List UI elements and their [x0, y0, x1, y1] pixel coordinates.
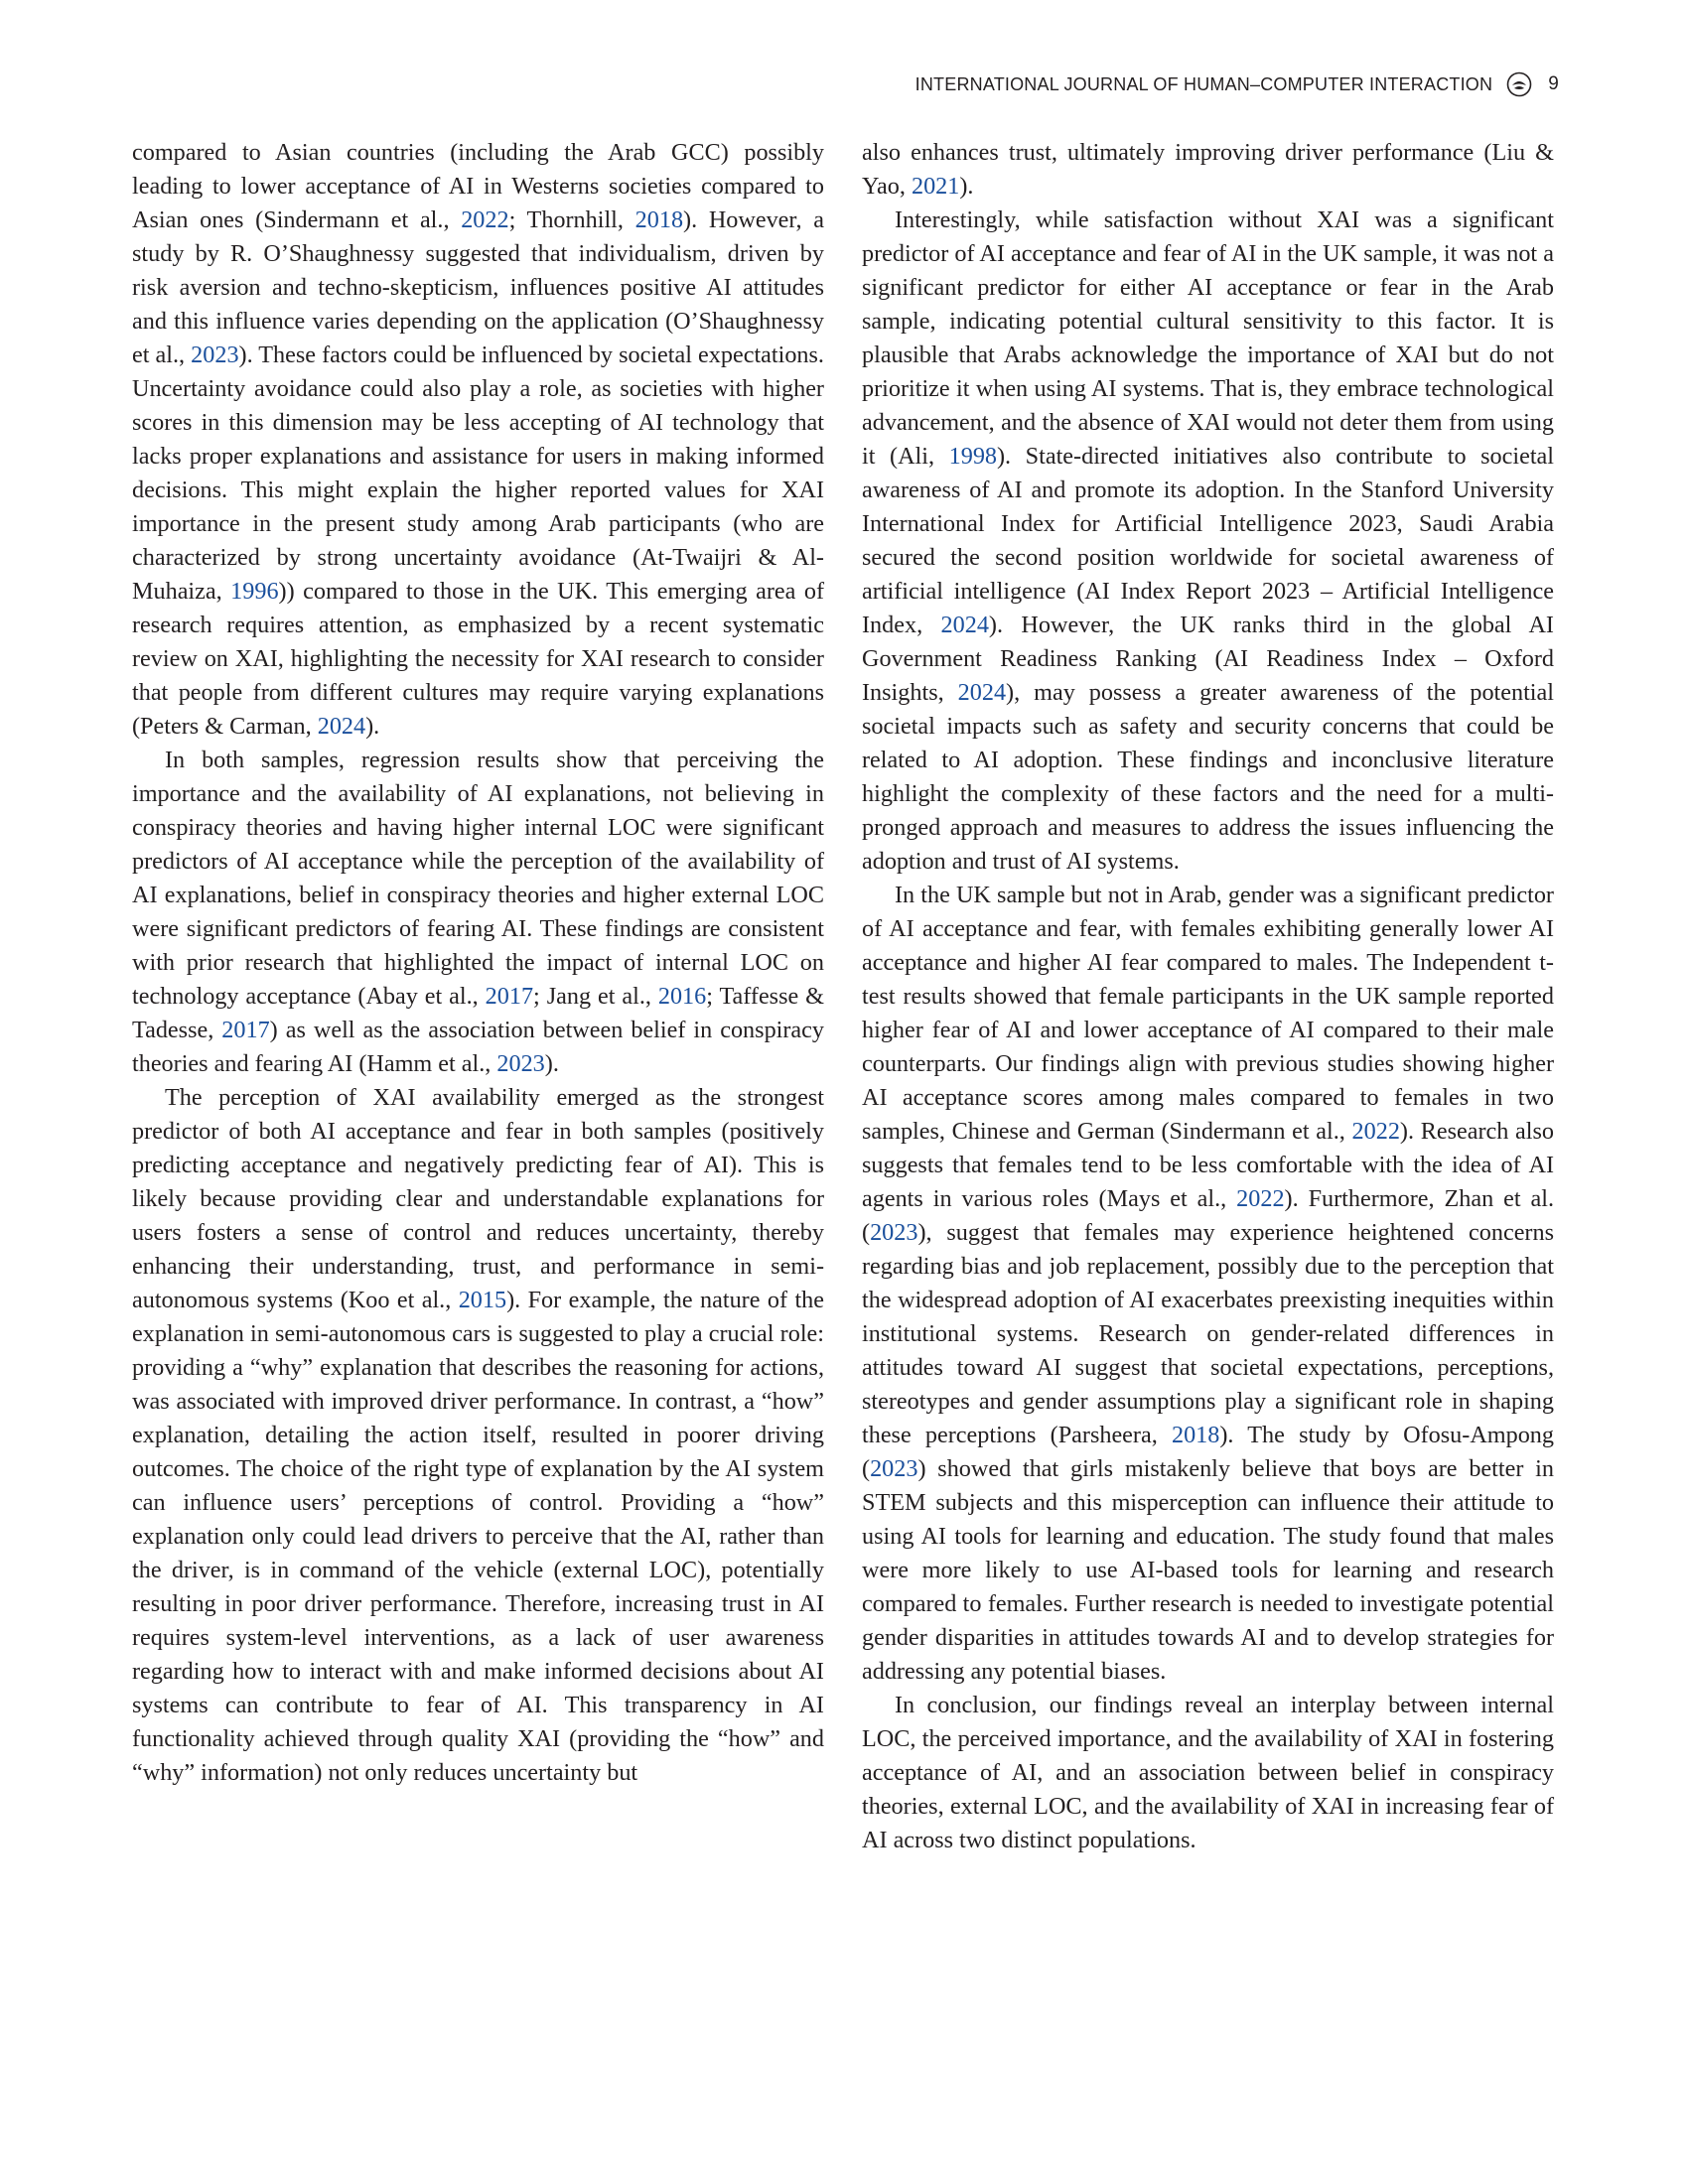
text-run: ). However, a study by R. O’Shaughnessy suggested that individualism, driven by risk aversion and techno-skepticism, influences positive AI attitudes and this influence varies depending on the application (O’Shaughnessy et al., — [132, 206, 824, 368]
citation-link[interactable]: 2023 — [870, 1219, 918, 1246]
paragraph — [132, 744, 824, 1081]
text-run: In the UK sample but not in Arab, gender was a significant predictor of AI acceptance and fear, with females exhibiting generally lower AI acceptance and higher AI fear compared to males. The Independent t-test results showed that female participants in the UK sample reported higher fear of AI and lower acceptance of AI compared to their male counterparts. Our findings align with previous studies showing higher AI acceptance scores among males compared to females in two samples, Chinese and German (Sindermann et al., — [862, 882, 1554, 1145]
citation-link[interactable]: 2017 — [221, 1017, 270, 1043]
text-run: ). Research also suggests that females tend to be less comfortable with the idea of AI agents in various roles (Mays et al., — [862, 1118, 1554, 1212]
text-run: ). The study by Ofosu-Ampong ( — [862, 1422, 1554, 1482]
page-number: 9 — [1548, 73, 1559, 94]
citation-link[interactable]: 2018 — [1171, 1422, 1220, 1448]
text-run: ). Furthermore, Zhan et al. ( — [862, 1185, 1554, 1246]
text-run: ). These factors could be influenced by societal expectations. Uncertainty avoidance could also play a role, as societies with higher scores in this dimension may be less accepting of AI technology that lacks proper explanations and assistance for users in making informed decisions. This might explain the higher reported values for XAI importance in the present study among Arab participants (who are characterized by strong uncertainty avoidance (At-Twaijri & Al-Muhaiza, — [132, 341, 824, 605]
paragraph — [862, 136, 1554, 204]
citation-link[interactable]: 1996 — [230, 578, 279, 605]
text-run: The perception of XAI availability emerged as the strongest predictor of both AI acceptance and fear in both samples (positively predicting acceptance and negatively predicting fear of AI). This is likely because providing clear and understandable explanations for users fosters a sense of control and reduces uncertainty, thereby enhancing their understanding, trust, and performance in semi-autonomous systems (Koo et al., — [132, 1084, 824, 1313]
citation-link[interactable]: 2016 — [657, 983, 707, 1010]
citation-link[interactable]: 2023 — [496, 1050, 545, 1077]
right-column — [862, 136, 1554, 1857]
citation-link[interactable]: 2022 — [461, 206, 509, 233]
text-run: ). — [365, 713, 380, 740]
text-run: ; Taffesse & Tadesse, — [132, 983, 824, 1043]
citation-link[interactable]: 2022 — [1236, 1185, 1285, 1212]
citation-link[interactable]: 2017 — [485, 983, 534, 1010]
journal-title: INTERNATIONAL JOURNAL OF HUMAN–COMPUTER INTERACTION — [914, 73, 1493, 94]
text-run: also enhances trust, ultimately improving driver performance (Liu & Yao, — [862, 139, 1554, 200]
paragraph — [862, 1689, 1554, 1857]
text-run: ). However, the UK ranks third in the global AI Government Readiness Ranking (AI Readiness Index – Oxford Insights, — [862, 612, 1554, 706]
text-run: ). State-directed initiatives also contribute to societal awareness of AI and promote its adoption. In the Stanford University International Index for Artificial Intelligence 2023, Saudi Arabia secured the second position worldwide for societal awareness of artificial intelligence (AI Index Report 2023 – Artificial Intelligence Index, — [862, 443, 1555, 638]
text-run: )) compared to those in the UK. This emerging area of research requires attention, as emphasized by a recent systematic review on XAI, highlighting the necessity for XAI research to consider that people from different cultures may require varying explanations (Peters & Carman, — [132, 578, 825, 740]
text-run: ). — [544, 1050, 559, 1077]
citation-link[interactable]: 2018 — [634, 206, 684, 233]
citation-link[interactable]: 2023 — [870, 1455, 918, 1482]
text-run: In both samples, regression results show that perceiving the importance and the availability of AI explanations, not believing in conspiracy theories and having higher internal LOC were significant predictors of AI acceptance while the perception of the availability of AI explanations, belief in conspiracy theories and higher external LOC were significant predictors of fearing AI. These findings are consistent with prior research that highlighted the impact of internal LOC on technology acceptance (Abay et al., — [132, 747, 824, 1010]
left-column — [132, 136, 824, 1790]
citation-link[interactable]: 2024 — [317, 713, 366, 740]
paragraph — [862, 879, 1554, 1689]
text-run: In conclusion, our findings reveal an interplay between internal LOC, the perceived importance, and the availability of XAI in fostering acceptance of AI, and an association between belief in conspiracy theories, external LOC, and the availability of XAI in increasing fear of AI across two distinct populations. — [862, 1692, 1554, 1853]
text-run: ; Thornhill, — [508, 206, 635, 233]
journal-crest-icon — [1506, 71, 1532, 97]
paragraph — [862, 204, 1554, 879]
citation-link[interactable]: 2022 — [1351, 1118, 1400, 1145]
text-run: Interestingly, while satisfaction without XAI was a significant predictor of AI acceptance and fear of AI in the UK sample, it was not a significant predictor for either AI acceptance or fear in the Arab sample, indicating potential cultural sensitivity to this factor. It is plausible that Arabs acknowledge the importance of XAI but do not prioritize it when using AI systems. That is, they embrace technological advancement, and the absence of XAI would not deter them from using it (Ali, — [862, 206, 1554, 470]
text-run: ) as well as the association between belief in conspiracy theories and fearing AI (Hamm et al., — [132, 1017, 824, 1077]
paragraph — [132, 1081, 824, 1790]
text-run: ; Jang et al., — [533, 983, 658, 1010]
text-run: ). For example, the nature of the explanation in semi-autonomous cars is suggested to play a crucial role: providing a “why” explanation that describes the reasoning for actions, was associated with improved driver performance. In contrast, a “how” explanation, detailing the action itself, resulted in poorer driving outcomes. The choice of the right type of explanation by the AI system can influence users’ perceptions of control. Providing a “how” explanation only could lead drivers to perceive that the AI, rather than the driver, is in command of the vehicle (external LOC), potentially resulting in poor driver performance. Therefore, increasing trust in AI requires system-level interventions, as a lack of user awareness regarding how to interact with and make informed decisions about AI systems can contribute to fear of AI. This transparency in AI functionality achieved through quality XAI (providing the “how” and “why” information) not only reduces uncertainty but — [132, 1287, 825, 1786]
text-run: ). — [959, 173, 974, 200]
citation-link[interactable]: 2015 — [458, 1287, 507, 1313]
text-run: ), may possess a greater awareness of the potential societal impacts such as safety and security concerns that could be related to AI adoption. These findings and inconclusive literature highlight the complexity of these factors and the need for a multi-pronged approach and measures to address the issues influencing the adoption and trust of AI systems. — [862, 679, 1554, 875]
citation-link[interactable]: 2023 — [191, 341, 239, 368]
citation-link[interactable]: 1998 — [948, 443, 997, 470]
running-header — [864, 69, 1559, 99]
text-run: ), suggest that females may experience heightened concerns regarding bias and job replacement, possibly due to the perception that the widespread adoption of AI exacerbates preexisting inequities within institutional systems. Research on gender-related differences in attitudes toward AI suggest that societal expectations, perceptions, stereotypes and gender assumptions play a significant role in shaping these perceptions (Parsheera, — [862, 1219, 1554, 1448]
text-run: compared to Asian countries (including the Arab GCC) possibly leading to lower acceptance of AI in Westerns societies compared to Asian ones (Sindermann et al., — [132, 139, 824, 233]
paragraph — [132, 136, 824, 744]
citation-link[interactable]: 2024 — [940, 612, 989, 638]
citation-link[interactable]: 2024 — [957, 679, 1007, 706]
text-run: ) showed that girls mistakenly believe that boys are better in STEM subjects and this misperception can influence their attitude to using AI tools for learning and education. The study found that males were more likely to use AI-based tools for learning and research compared to females. Further research is needed to investigate potential gender disparities in attitudes towards AI and to develop strategies for addressing any potential biases. — [862, 1455, 1554, 1685]
citation-link[interactable]: 2021 — [911, 173, 960, 200]
